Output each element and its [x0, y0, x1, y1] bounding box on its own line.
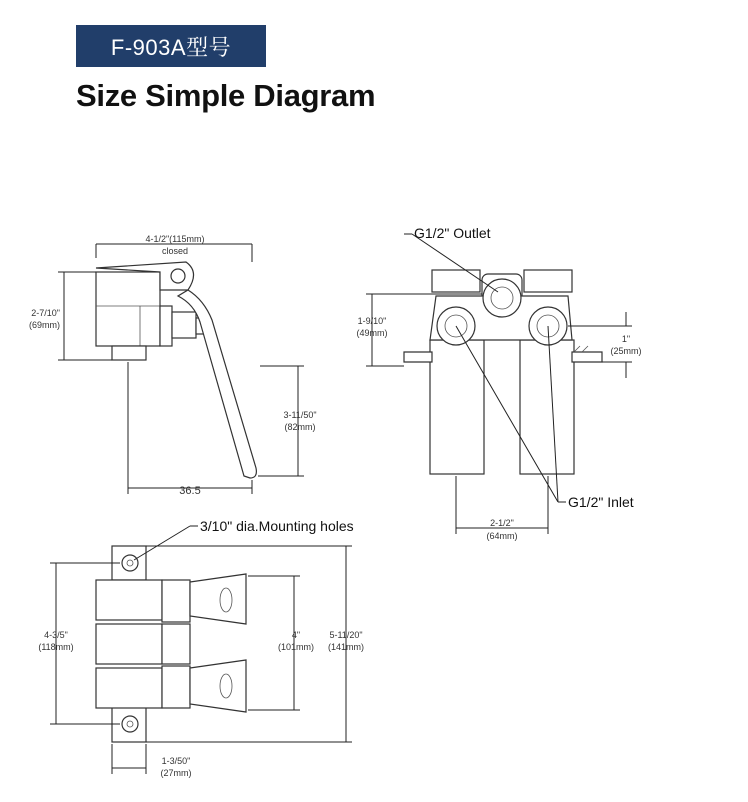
top-connector-upper — [162, 580, 190, 622]
front-spacing-mm: (64mm) — [486, 531, 518, 541]
top-valve-upper — [96, 580, 162, 620]
front-left-flange — [404, 352, 432, 362]
top-connector-lower — [162, 666, 190, 708]
top-bottom-mm: (27mm) — [160, 768, 192, 778]
top-pedal-lower — [190, 660, 246, 712]
front-right-body — [520, 340, 574, 474]
top-left-label: 4-3/5" — [44, 630, 68, 640]
front-view — [357, 225, 642, 541]
page-title: Size Simple Diagram — [76, 78, 376, 113]
front-left-cap — [432, 270, 480, 292]
top-left-mm: (118mm) — [38, 642, 74, 652]
outlet-label: G1/2" Outlet — [414, 225, 491, 241]
side-fitting — [160, 306, 172, 346]
top-valve-lower — [96, 668, 162, 708]
side-pivot-pin — [171, 269, 185, 283]
top-pedal-upper — [190, 574, 246, 624]
front-right-flange — [572, 352, 602, 362]
side-width-note: closed — [161, 246, 189, 256]
side-bottom-label: 36.5 — [179, 485, 201, 497]
side-base-plate — [112, 346, 146, 360]
top-view — [38, 518, 364, 778]
side-width-label: 4-1/2"(115mm) — [145, 234, 205, 244]
top-right-label: 5-11/20" — [329, 630, 363, 640]
side-height-label: 2-7/10" — [31, 308, 60, 318]
top-mid-label: 4" — [291, 630, 301, 640]
inlet-label: G1/2" Inlet — [568, 494, 634, 510]
side-height-mm: (69mm) — [29, 320, 60, 330]
side-nut — [172, 312, 196, 338]
top-connector-middle — [162, 624, 190, 664]
front-outlet-port — [483, 279, 521, 317]
front-offset-mm: (25mm) — [610, 346, 642, 356]
side-view — [29, 234, 317, 497]
top-mid-mm: (101mm) — [277, 642, 315, 652]
mounting-holes-label: 3/10" dia.Mounting holes — [200, 518, 354, 534]
side-lever-mm: (82mm) — [284, 422, 316, 432]
front-height-label: 1-9/10" — [357, 316, 387, 326]
front-height-mm: (49mm) — [356, 328, 388, 338]
front-right-cap — [524, 270, 572, 292]
top-valve-middle — [96, 624, 162, 664]
top-right-mm: (141mm) — [327, 642, 365, 652]
top-hole-upper — [122, 555, 138, 571]
top-hole-lower — [122, 716, 138, 732]
front-offset-label: 1" — [621, 334, 631, 344]
side-valve-body — [96, 272, 160, 346]
model-badge: F-903A型号 — [76, 25, 266, 67]
front-spacing-label: 2-1/2" — [490, 518, 514, 528]
side-lever-label: 3-11/50" — [283, 410, 317, 420]
top-bottom-label: 1-3/50" — [161, 756, 191, 766]
